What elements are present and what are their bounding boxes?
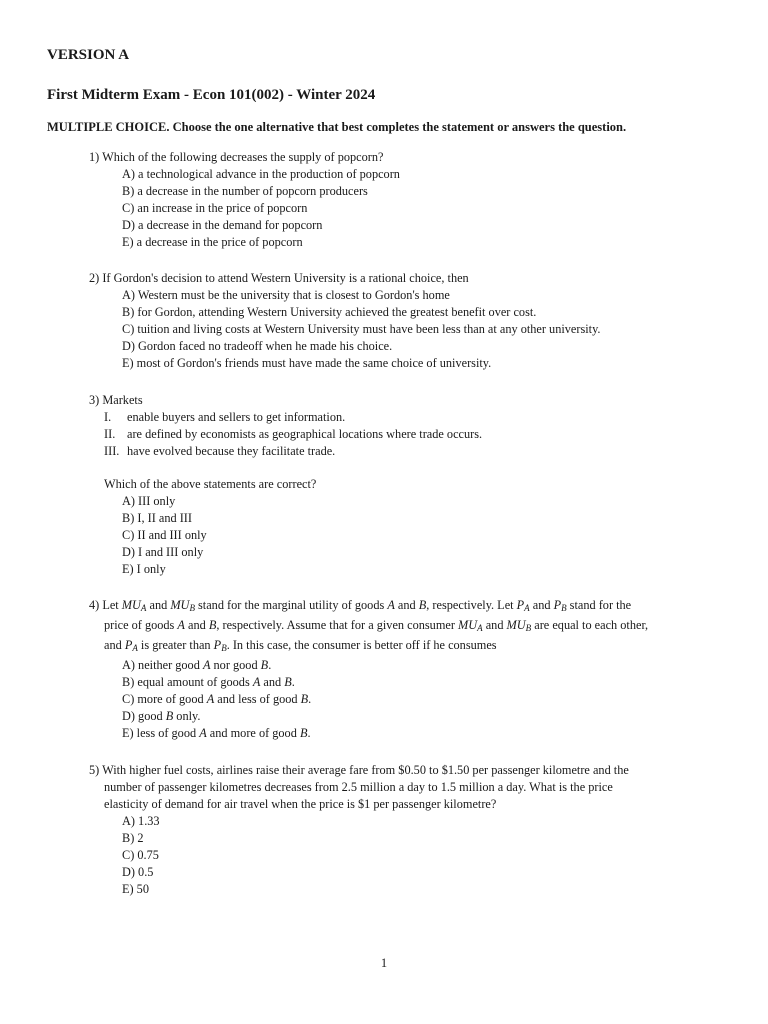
option-b: B) I, II and III [122, 511, 192, 525]
question-stem-line-1: 4) Let $MU_A$ and $MU_B$ stand for the marginal utility of goods A and B, respectively. Let $P_A$ and $P_B$ stand for the [89, 598, 632, 613]
option-d: D) 0.5 [122, 865, 154, 879]
option-c: C) II and III only [122, 528, 207, 542]
option-b: B) for Gordon, attending Western University achieved the greatest benefit over cost. [122, 305, 537, 319]
statement-text: have evolved because they facilitate trade. [127, 444, 336, 458]
question-stem-line-1: 5) With higher fuel costs, airlines raise their average fare from $0.50 to $1.50 per passenger kilometre and the [89, 763, 629, 777]
statement-number: II. [104, 427, 116, 441]
question-stem-line-2: number of passenger kilometres decreases from 2.5 million a day to 1.5 million a day. What is the price [104, 780, 613, 794]
instructions: MULTIPLE CHOICE. Choose the one alternative that best completes the statement or answers the question. [47, 120, 627, 134]
option-b: B) equal amount of goods A and B. [122, 675, 295, 689]
statement-text: enable buyers and sellers to get information. [127, 410, 346, 424]
option-e: E) I only [122, 562, 166, 576]
page-number: 1 [380, 956, 388, 970]
statement-iii [104, 444, 335, 459]
question-prompt: Which of the above statements are correct? [104, 477, 317, 491]
option-d: D) Gordon faced no tradeoff when he made his choice. [122, 339, 393, 353]
option-e: E) 50 [122, 882, 149, 896]
question-stem: 3) Markets [89, 393, 143, 407]
option-e: E) less of good A and more of good B. [122, 726, 311, 740]
option-d: D) good B only. [122, 709, 201, 723]
question-stem-line-3: and $P_A$ is greater than $P_B$. In this case, the consumer is better off if he consumes [104, 638, 497, 653]
option-e: E) most of Gordon's friends must have made the same choice of university. [122, 356, 492, 370]
statement-number: I. [104, 410, 112, 424]
version-heading: VERSION A [47, 47, 130, 63]
statement-text: are defined by economists as geographical locations where trade occurs. [127, 427, 483, 441]
option-a: A) Western must be the university that is closest to Gordon's home [122, 288, 450, 302]
option-a: A) 1.33 [122, 814, 160, 828]
option-a: A) a technological advance in the production of popcorn [122, 167, 400, 181]
statement-number: III. [104, 444, 120, 458]
option-c: C) 0.75 [122, 848, 159, 862]
option-d: D) a decrease in the demand for popcorn [122, 218, 323, 232]
question-stem-line-2: price of goods A and B, respectively. Assume that for a given consumer $MU_A$ and $MU_B$ are equal to each other, [104, 618, 649, 633]
option-d: D) I and III only [122, 545, 204, 559]
question-stem-line-3: elasticity of demand for air travel when the price is $1 per passenger kilometre? [104, 797, 497, 811]
statement-ii [104, 427, 482, 442]
option-c: C) tuition and living costs at Western University must have been less than at any other university. [122, 322, 601, 336]
option-e: E) a decrease in the price of popcorn [122, 235, 303, 249]
option-b: B) a decrease in the number of popcorn producers [122, 184, 368, 198]
statement-i [104, 410, 345, 425]
question-stem: 2) If Gordon's decision to attend Western University is a rational choice, then [89, 271, 469, 285]
option-a: A) neither good A nor good B. [122, 658, 272, 672]
option-b: B) 2 [122, 831, 144, 845]
option-c: C) more of good A and less of good B. [122, 692, 312, 706]
option-c: C) an increase in the price of popcorn [122, 201, 308, 215]
exam-title: First Midterm Exam - Econ 101(002) - Winter 2024 [47, 87, 376, 103]
option-a: A) III only [122, 494, 176, 508]
question-stem: 1) Which of the following decreases the supply of popcorn? [89, 150, 384, 164]
